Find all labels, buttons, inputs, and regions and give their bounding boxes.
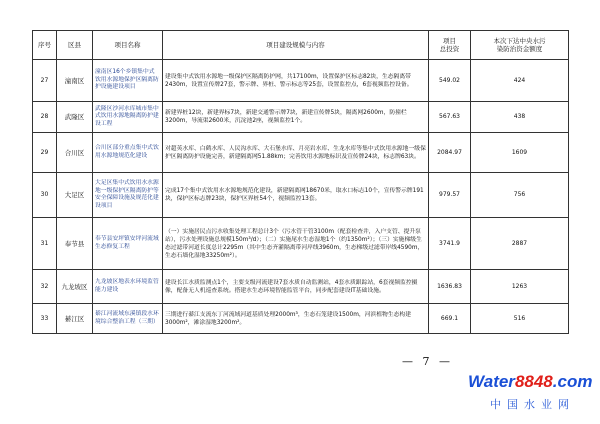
cell-seq: 32 [33,270,57,304]
header-seq: 序号 [33,31,57,60]
cell-name: 九龙坡区地表水环境监管能力建设 [93,270,163,304]
cell-seq: 27 [33,60,57,102]
cell-invest: 567.63 [429,102,471,133]
table-row [33,60,569,102]
cell-county: 潼南区 [57,60,93,102]
cell-invest: 669.1 [429,304,471,334]
header-county: 区县 [57,31,93,60]
cell-content: 三期进行綦江支流东丁河流域河道基质处理2000m³，生态石笼建设1500m，河滨植物生态构建3000m²，滩涂湿地3200m²。 [163,304,429,334]
table-header-row [33,31,569,60]
cell-seq: 33 [33,304,57,334]
cell-invest: 549.02 [429,60,471,102]
cell-name: 奉节县安坪镇安坪河流域生态修复工程 [93,218,163,270]
cell-seq: 28 [33,102,57,133]
cell-name: 武隆区沙河水库城市集中式饮用水源地隔离防护建设工程 [93,102,163,133]
cell-content: 新建界桩12块，新建界标7块，新建交通警示牌7块，新建宣传牌5块，隔离网2600m，防撞栏3200m，导流渠2600米，沉淀池2座，视频监控1个。 [163,102,429,133]
cell-invest: 2084.97 [429,133,471,173]
cell-fund: 1609 [471,133,569,173]
cell-seq: 30 [33,173,57,218]
cell-fund: 756 [471,173,569,218]
cell-county: 武隆区 [57,102,93,133]
watermark-brand-blue: Water [468,372,515,391]
cell-county: 奉节县 [57,218,93,270]
cell-county: 九龙坡区 [57,270,93,304]
cell-seq: 31 [33,218,57,270]
cell-name: 潼南区16个乡镇集中式饮用水源地保护区隔离防护设施建设项目 [93,60,163,102]
cell-fund: 2887 [471,218,569,270]
cell-county: 大足区 [57,173,93,218]
cell-content: 建设长江水质监测点1个，主要支级河流建设7套水质自动监测站，4套水质跟踪站，6套视频监控摄像，配备无人机巡查系统。搭建水生态环境智能监管平台，同步配套建设IT基础设施。 [163,270,429,304]
project-table [32,30,569,334]
cell-content: 建设集中式饮用水源地一级保护区隔离防护网，共17100m，设置保护区标志82块，生态隔离带2430m，设置宣传牌27套，警示牌、界桩、警示标志等25套，设置监控点，6套视频监控设备。 [163,60,429,102]
cell-name: 綦江河流域东溪镇段水环境综合整治工程（三期） [93,304,163,334]
watermark-logo [468,372,592,392]
table-row [33,304,569,334]
table-row [33,173,569,218]
cell-county: 合川区 [57,133,93,173]
cell-content: 完成17个集中式饮用水水源地规范化建设，新建隔离网18670米，取水口标志10个，宣传警示牌191块，保护区标志牌23块，保护区界桩54个，视频监控13套。 [163,173,429,218]
cell-content: （一）实施居民点污水收集处理工程总计3个（污水管干管3100m（配套检查井，入户支管、提升泵站），污水处理设施总规模150m³/d）；（二）实施尾水生态湿地1个（约1350m²）；（三）实施梯级生态过滤带河道长度总计2295m（其中生态齐灌隔离带河岸线3960m，生态梯级过滤带岸线4590m，生态石墙化湿地33250m²）。 [163,218,429,270]
page-number: — 7 — [402,355,453,368]
table-row [33,102,569,133]
table-row [33,218,569,270]
cell-county: 綦江区 [57,304,93,334]
watermark-brand-suffix: .com [552,372,593,391]
header-invest: 项目 总投资 [429,31,471,60]
header-content: 项目建设规模与内容 [163,31,429,60]
cell-invest: 1636.83 [429,270,471,304]
table-row [33,133,569,173]
cell-content: 对超英水库、白鹤水库、人民沟水库、大石堡水库、月亮岩水库、生龙水库等集中式饮用水源地一级保护区隔离防护设施完善，新建隔离网51.88km；完善饮用水源地标识及宣传牌24块，标志牌63块。 [163,133,429,173]
cell-fund: 1263 [471,270,569,304]
header-fund: 本次下达中央水污 染防治资金额度 [471,31,569,60]
cell-fund: 516 [471,304,569,334]
watermark-subtitle: 中国水业网 [490,398,575,411]
table-row [33,270,569,304]
cell-seq: 29 [33,133,57,173]
cell-invest: 3741.9 [429,218,471,270]
cell-invest: 979.57 [429,173,471,218]
cell-name: 大足区集中式饮用水水源地一级保护区隔离防护等安全保障设施及规范化建设项目 [93,173,163,218]
cell-fund: 438 [471,102,569,133]
cell-name: 合川区部分重点集中式饮用水源地规范化建设 [93,133,163,173]
watermark-brand-red: 8848 [514,372,553,391]
header-name: 项目名称 [93,31,163,60]
cell-fund: 424 [471,60,569,102]
